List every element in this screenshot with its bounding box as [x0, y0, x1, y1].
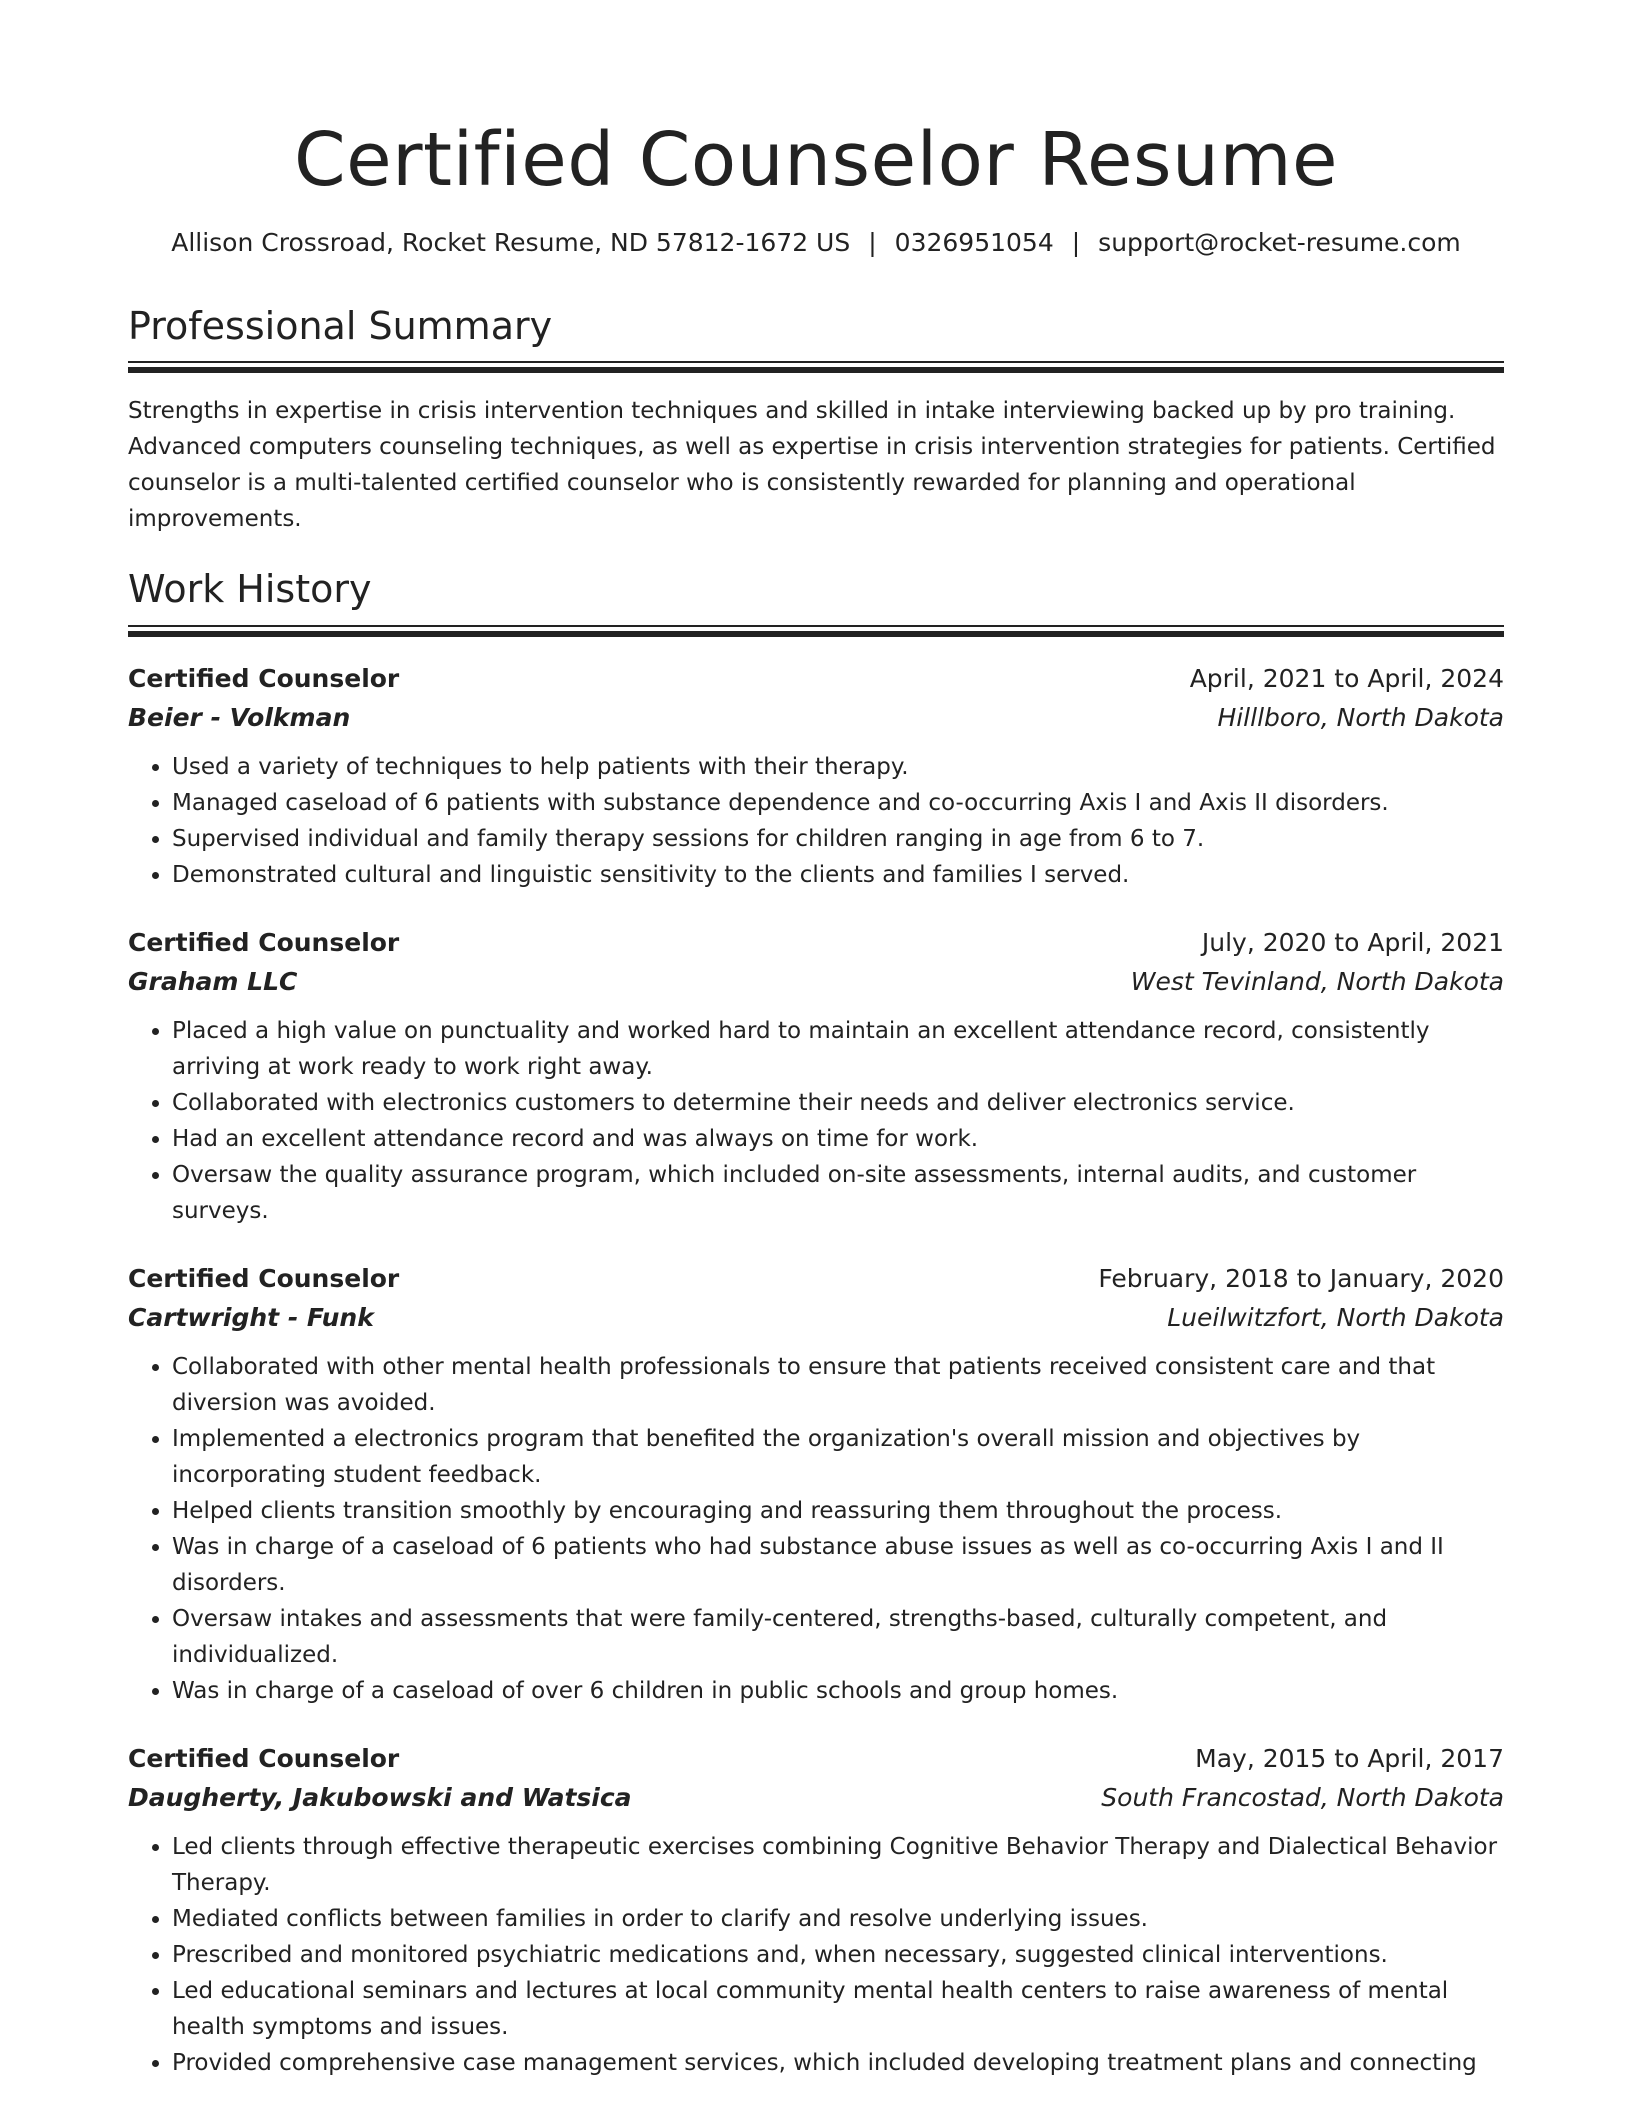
contact-separator: |	[1071, 228, 1081, 258]
job-header-row	[128, 1259, 1504, 1298]
job-company-row	[128, 698, 1504, 737]
job-bullet: • Oversaw the quality assurance program, which included on-site assessments, internal audits, and customer surveys.	[172, 1157, 1504, 1229]
resume-page	[128, 118, 1504, 2081]
job-bullet: • Prescribed and monitored psychiatric medications and, when necessary, suggested clinical interventions.	[172, 1937, 1504, 1973]
job-bullet-list	[128, 749, 1504, 893]
job-title: Certified Counselor	[128, 1744, 400, 1774]
job-bullet: • Placed a high value on punctuality and worked hard to maintain an excellent attendance record, consistently arriving at work ready to work right away.	[172, 1013, 1504, 1085]
job-bullet: • Collaborated with other mental health professionals to ensure that patients received consistent care and that diversion was avoided.	[172, 1349, 1504, 1421]
job-title: Certified Counselor	[128, 664, 400, 694]
job-location: South Francostad, North Dakota	[1101, 1783, 1504, 1813]
contact-separator: |	[868, 228, 877, 258]
contact-line	[128, 227, 1504, 260]
job-bullet: • Managed caseload of 6 patients with substance dependence and co-occurring Axis I and Axis II disorders.	[172, 785, 1504, 821]
job-company: Cartwright - Funk	[128, 1303, 374, 1333]
job-list	[128, 659, 1504, 2081]
summary-text: Strengths in expertise in crisis intervention techniques and skilled in intake interviewing backed up by pro training. Advanced computers counseling techniques, as well as expertise in crisis intervention strategies for patients. Certified counselor is a multi-talented certified counselor who is consistently rewarded for planning and operational improvements.	[128, 398, 1496, 533]
job-entry	[128, 923, 1504, 1229]
job-dates: April, 2021 to April, 2024	[1189, 664, 1504, 694]
job-header-row	[128, 923, 1504, 962]
job-dates: May, 2015 to April, 2017	[1195, 1744, 1504, 1774]
job-company-row	[128, 962, 1504, 1001]
job-bullet: • Used a variety of techniques to help patients with their therapy.	[172, 749, 1504, 785]
job-company: Daugherty, Jakubowski and Watsica	[128, 1783, 632, 1813]
section-divider	[128, 625, 1504, 637]
job-title: Certified Counselor	[128, 928, 400, 958]
job-bullet: • Was in charge of a caseload of over 6 children in public schools and group homes.	[172, 1673, 1504, 1709]
job-bullet-list	[128, 1829, 1504, 2081]
job-bullet: • Demonstrated cultural and linguistic sensitivity to the clients and families I served.	[172, 857, 1504, 893]
job-location: West Tevinland, North Dakota	[1130, 967, 1504, 997]
summary-heading: Professional Summary	[128, 303, 553, 348]
job-entry	[128, 659, 1504, 893]
job-bullet-list	[128, 1349, 1504, 1709]
job-bullet: • Collaborated with electronics customers to determine their needs and deliver electronics service.	[172, 1085, 1504, 1121]
contact-email: support@rocket-resume.com	[1098, 228, 1461, 258]
job-bullet: • Implemented a electronics program that benefited the organization's overall mission and objectives by incorporating student feedback.	[172, 1421, 1504, 1493]
job-bullet: • Was in charge of a caseload of 6 patients who had substance abuse issues as well as co-occurring Axis I and II disorders.	[172, 1529, 1504, 1601]
contact-address: Allison Crossroad, Rocket Resume, ND 57812-1672 US	[171, 228, 851, 258]
job-bullet: • Helped clients transition smoothly by encouraging and reassuring them throughout the process.	[172, 1493, 1504, 1529]
job-dates: February, 2018 to January, 2020	[1098, 1264, 1504, 1294]
job-bullet: • Supervised individual and family therapy sessions for children ranging in age from 6 to 7.	[172, 821, 1504, 857]
job-bullet: • Mediated conflicts between families in order to clarify and resolve underlying issues.	[172, 1901, 1504, 1937]
job-bullet: • Oversaw intakes and assessments that were family-centered, strengths-based, culturally competent, and individualized.	[172, 1601, 1504, 1673]
job-bullet: • Had an excellent attendance record and was always on time for work.	[172, 1121, 1504, 1157]
contact-phone: 0326951054	[894, 228, 1054, 258]
job-header-row	[128, 1739, 1504, 1778]
job-company: Beier - Volkman	[128, 703, 351, 733]
job-location: Lueilwitzfort, North Dakota	[1167, 1303, 1504, 1333]
job-company: Graham LLC	[128, 967, 298, 997]
job-entry	[128, 1739, 1504, 2081]
job-entry	[128, 1259, 1504, 1709]
work-history-heading: Work History	[128, 567, 372, 612]
job-title: Certified Counselor	[128, 1264, 400, 1294]
job-company-row	[128, 1298, 1504, 1337]
job-bullet: • Provided comprehensive case management services, which included developing treatment plans and connecting	[172, 2045, 1504, 2081]
job-location: Hilllboro, North Dakota	[1217, 703, 1504, 733]
job-bullet: • Led clients through effective therapeutic exercises combining Cognitive Behavior Therapy and Dialectical Behavior Therapy.	[172, 1829, 1504, 1901]
job-bullet-list	[128, 1013, 1504, 1229]
job-bullet: • Led educational seminars and lectures at local community mental health centers to raise awareness of mental health symptoms and issues.	[172, 1973, 1504, 2045]
section-divider	[128, 361, 1504, 373]
resume-title: Certified Counselor Resume	[293, 117, 1339, 203]
job-company-row	[128, 1778, 1504, 1817]
job-header-row	[128, 659, 1504, 698]
job-dates: July, 2020 to April, 2021	[1201, 928, 1504, 958]
